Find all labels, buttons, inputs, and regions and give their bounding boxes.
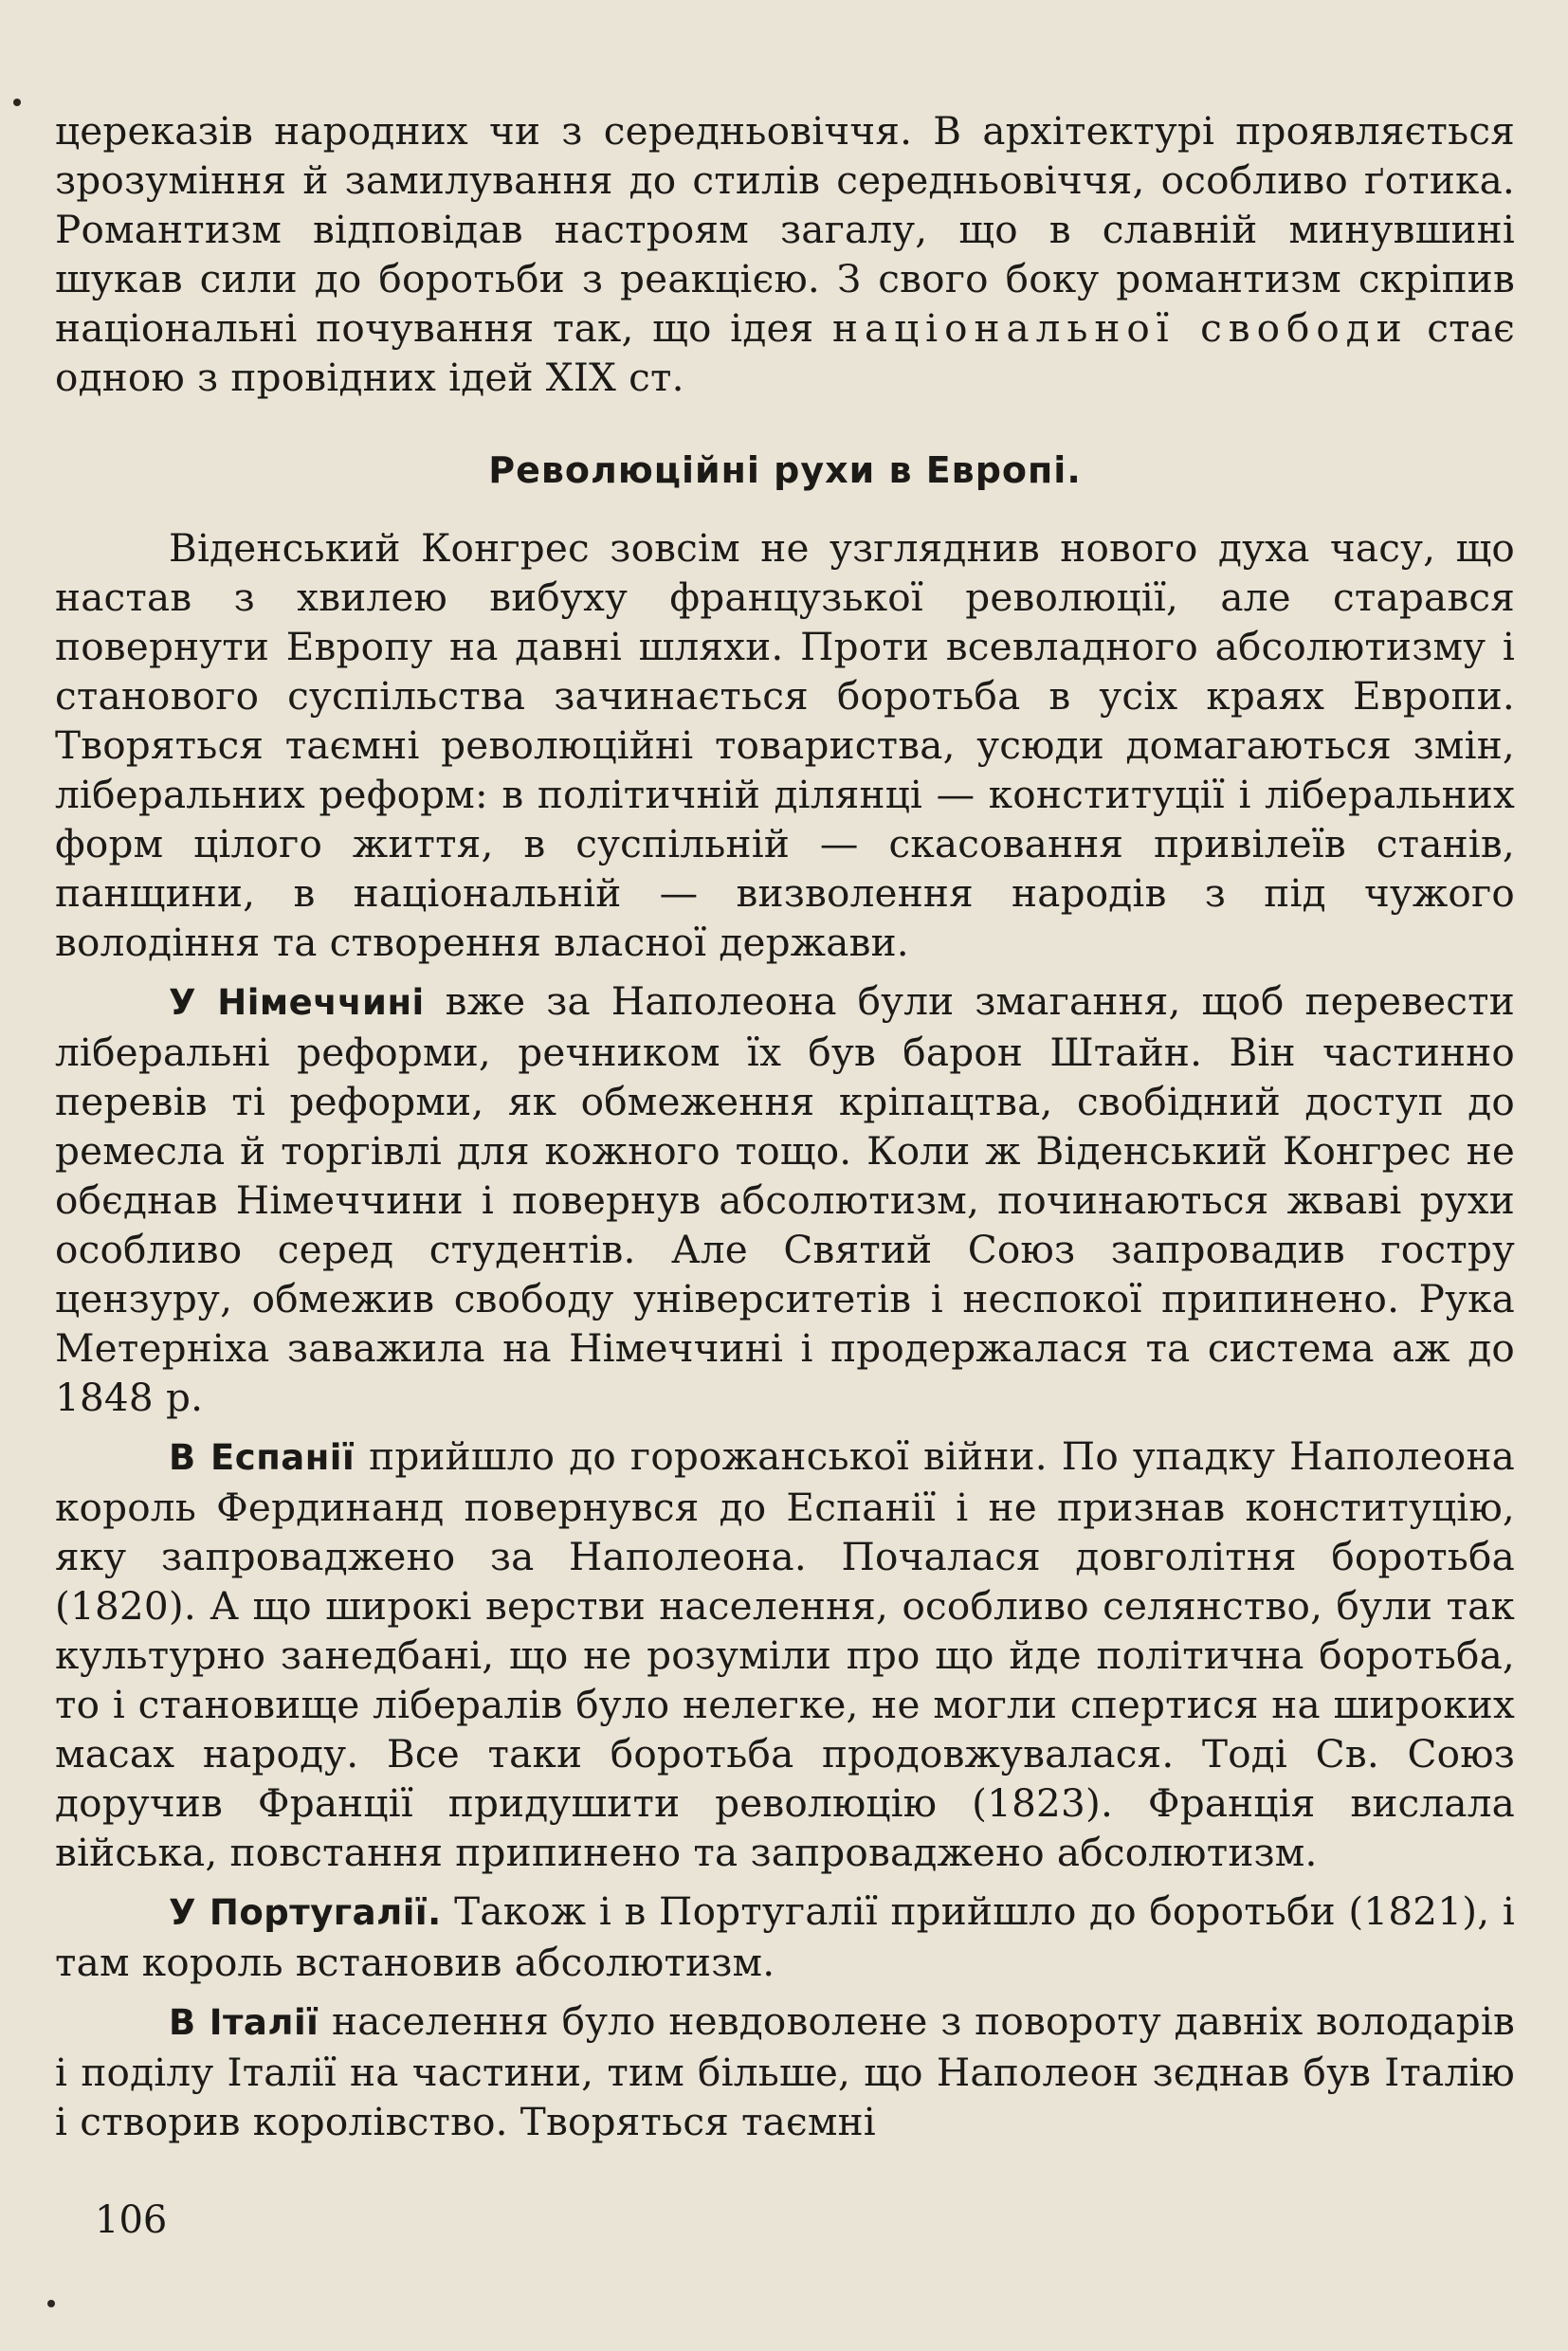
page-body	[55, 106, 1515, 2146]
text-portugal: Також і в Португалії прийшло до боротьби (1821), і там король встановив абсолютизм.	[55, 1888, 1515, 1985]
paragraph-portugal	[55, 1886, 1515, 1987]
intro-spaced-emphasis: національної свободи	[831, 305, 1409, 351]
text-italy: населення було невдоволене з повороту давніх володарів і поділу Італії на частини, тим більше, що Наполеон зєднав був Італію і створив королівство. Творяться таємні	[55, 1998, 1515, 2144]
lead-germany: У Німеччині	[169, 982, 425, 1023]
paragraph-italy	[55, 1996, 1515, 2146]
intro-text-after: стає одною з провідних ідей XIX ст.	[55, 305, 1515, 400]
intro-text-before: цереказів народних чи з середньовіччя. В архітектурі проявляється зрозуміння й замилування до стилів середньовіччя, особливо ґотика. Романтизм відповідав настроям загалу, що в славній минувшині шукав сили до боротьби з реакцією. З свого боку романтизм скріпив національні почування так, що ідея	[55, 108, 1515, 351]
text-spain: прийшло до горожанської війни. По упадку Наполеона король Фердинанд повернувся до Еспанії і не признав конституцію, яку запроваджено за Наполеона. Почалася довголітня боротьба (1820). А що широкі верстви населення, особливо селянство, були так культурно занедбані, що не розуміли про що йде політична боротьба, то і становище лібералів було нелегке, не могли спертися на широких масах народу. Все таки боротьба продовжувалася. Тоді Св. Союз доручив Франції придушити революцію (1823). Франція вислала війська, повстання припинено та запроваджено абсолютизм.	[55, 1433, 1515, 1875]
lead-italy: В Італії	[169, 2002, 319, 2043]
lead-spain: В Еспанії	[169, 1437, 356, 1478]
text-germany: вже за Наполеона були змагання, щоб перевести ліберальні реформи, речником їх був барон Штайн. Він частинно перевів ті реформи, як обмеження кріпацтва, свобідний доступ до ремесла й торгівлі для кожного тощо. Коли ж Віденський Конгрес не обєднав Німеччини і повернув абсолютизм, починаються жваві рухи особливо серед студентів. Але Святий Союз запровадив гостру цензуру, обмежив свободу університетів і неспокої припинено. Рука Метерніха заважила на Німеччині і продержалася та система аж до 1848 р.	[55, 978, 1515, 1420]
print-speck	[13, 99, 21, 106]
page-number: 106	[95, 2198, 168, 2242]
section-heading: Революційні рухи в Европі.	[488, 449, 1082, 491]
paragraph-vienna-congress: Віденський Конгрес зовсім не узгляднив нового духа часу, що настав з хвилею вибуху французької революції, але старався повернути Европу на давні шляхи. Проти всевладного абсолютизму і станового суспільства зачинається боротьба в усіх краях Европи. Творяться таємні революційні товариства, усюди домагаються змін, ліберальних реформ: в політичній ділянці — конституції і ліберальних форм цілого життя, в суспільній — скасовання привілеїв станів, панщини, в національній — визволення народів з під чужого володіння та створення власної держави.	[55, 525, 1515, 965]
paragraph-spain	[55, 1431, 1515, 1877]
intro-paragraph	[55, 106, 1515, 402]
paragraph-germany	[55, 976, 1515, 1422]
print-speck	[47, 2300, 55, 2307]
lead-portugal: У Португалії.	[169, 1892, 442, 1933]
